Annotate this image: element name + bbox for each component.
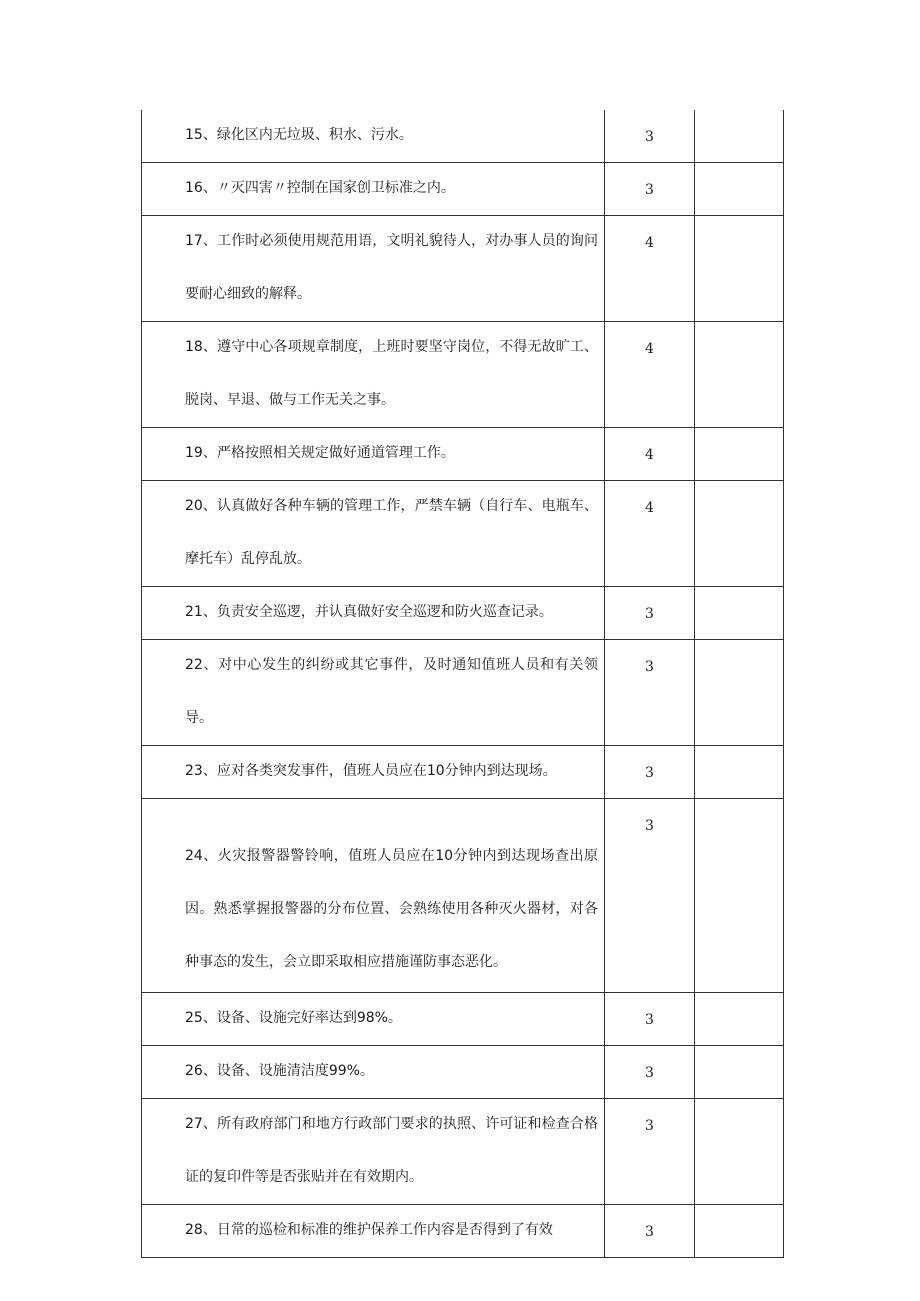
item-cell [142,1099,605,1205]
score-value: 3 [645,129,654,145]
item-text: 21、负责安全巡逻，并认真做好安全巡逻和防火巡查记录。 [185,604,553,620]
item-cell [142,799,605,993]
checklist-table [141,110,784,1258]
table-row [142,110,784,163]
item-cell [142,993,605,1046]
score-cell [605,428,695,481]
score-cell [605,993,695,1046]
score-value: 3 [645,1012,654,1028]
score-value: 4 [645,235,654,251]
score-cell [605,216,695,322]
score-value: 3 [645,765,654,781]
score-value: 3 [645,1224,654,1240]
table-row [142,587,784,640]
item-text: 18、遵守中心各项规章制度，上班时要坚守岗位，不得无故旷工、脱岗、早退、做与工作无关之事。 [185,339,598,408]
table-row [142,216,784,322]
item-cell [142,1205,605,1258]
blank-cell [695,1099,784,1205]
blank-cell [695,993,784,1046]
item-cell [142,1046,605,1099]
score-cell [605,799,695,993]
score-cell [605,587,695,640]
item-text: 24、火灾报警器警铃响，值班人员应在10分钟内到达现场查出原因。熟悉掌握报警器的分布位置、会熟练使用各种灭火器材，对各种事态的发生，会立即采取相应措施谨防事态恶化。 [185,848,598,970]
table-row [142,640,784,746]
table-row [142,799,784,993]
blank-cell [695,587,784,640]
item-cell [142,163,605,216]
score-value: 3 [645,1065,654,1081]
item-cell [142,322,605,428]
item-cell [142,481,605,587]
score-value: 4 [645,500,654,516]
blank-cell [695,163,784,216]
score-cell [605,1205,695,1258]
item-text: 16、〃灭四害〃控制在国家创卫标准之内。 [185,180,455,196]
table-row [142,1205,784,1258]
score-cell [605,110,695,163]
score-value: 4 [645,447,654,463]
table-row [142,1046,784,1099]
score-value: 3 [645,182,654,198]
score-cell [605,481,695,587]
table-row [142,1099,784,1205]
item-cell [142,640,605,746]
item-cell [142,110,605,163]
blank-cell [695,640,784,746]
blank-cell [695,1046,784,1099]
item-text: 22、对中心发生的纠纷或其它事件，及时通知值班人员和有关领导。 [185,657,598,726]
blank-cell [695,216,784,322]
blank-cell [695,1205,784,1258]
item-cell [142,216,605,322]
blank-cell [695,799,784,993]
score-value: 3 [645,659,654,675]
table-row [142,428,784,481]
item-cell [142,428,605,481]
score-value: 3 [645,1118,654,1134]
item-text: 19、严格按照相关规定做好通道管理工作。 [185,445,455,461]
table-row [142,993,784,1046]
score-cell [605,640,695,746]
item-text: 28、日常的巡检和标准的维护保养工作内容是否得到了有效 [185,1222,553,1238]
score-cell [605,1046,695,1099]
table-row [142,163,784,216]
item-text: 23、应对各类突发事件，值班人员应在10分钟内到达现场。 [185,763,557,779]
item-text: 25、设备、设施完好率达到98%。 [185,1010,402,1026]
item-text: 20、认真做好各种车辆的管理工作，严禁车辆（自行车、电瓶车、摩托车）乱停乱放。 [185,498,598,567]
blank-cell [695,746,784,799]
item-cell [142,746,605,799]
score-value: 3 [645,606,654,622]
blank-cell [695,481,784,587]
score-cell [605,1099,695,1205]
score-value: 4 [645,341,654,357]
item-text: 15、绿化区内无垃圾、积水、污水。 [185,127,413,143]
score-cell [605,322,695,428]
item-cell [142,587,605,640]
blank-cell [695,428,784,481]
item-text: 17、工作时必须使用规范用语，文明礼貌待人，对办事人员的询问要耐心细致的解释。 [185,233,598,302]
score-cell [605,163,695,216]
item-text: 27、所有政府部门和地方行政部门要求的执照、许可证和检查合格证的复印件等是否张贴并在有效期内。 [185,1116,598,1185]
blank-cell [695,110,784,163]
table-row [142,746,784,799]
table-row [142,322,784,428]
score-value: 3 [645,818,654,834]
score-cell [605,746,695,799]
table-row [142,481,784,587]
blank-cell [695,322,784,428]
item-text: 26、设备、设施清洁度99%。 [185,1063,374,1079]
